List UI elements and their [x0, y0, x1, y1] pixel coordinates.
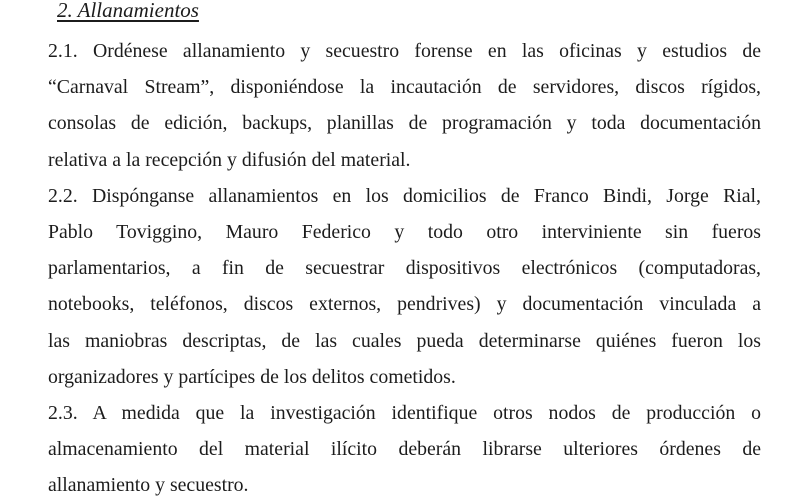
text-line: las maniobras descriptas, de las cuales pueda determinarse quiénes fueron los: [48, 329, 761, 352]
text-line: relativa a la recepción y difusión del material.: [48, 148, 411, 171]
text-line: allanamiento y secuestro.: [48, 474, 249, 497]
paragraph-2-3: [48, 395, 761, 504]
text-line: parlamentarios, a fin de secuestrar dispositivos electrónicos (computadoras,: [48, 257, 761, 280]
text-line: “Carnaval Stream”, disponiéndose la incautación de servidores, discos rígidos,: [48, 76, 761, 99]
text-line: almacenamiento del material ilícito deberán librarse ulteriores órdenes de: [48, 438, 761, 461]
paragraph-2-1: [48, 33, 761, 178]
text-line: organizadores y partícipes de los delitos cometidos.: [48, 365, 456, 388]
text-line: 2.1. Ordénese allanamiento y secuestro forense en las oficinas y estudios de: [48, 40, 761, 62]
section-heading: 2. Allanamientos: [57, 0, 199, 22]
text-line: 2.3. A medida que la investigación identifique otros nodos de producción o: [48, 402, 761, 425]
text-line: Pablo Toviggino, Mauro Federico y todo otro interviniente sin fueros: [48, 221, 761, 244]
text-line: notebooks, teléfonos, discos externos, pendrives) y documentación vinculada a: [48, 293, 761, 316]
text-line: 2.2. Dispónganse allanamientos en los domicilios de Franco Bindi, Jorge Rial,: [48, 184, 761, 207]
document-body: [48, 33, 761, 504]
paragraph-2-2: [48, 178, 761, 395]
text-line: consolas de edición, backups, planillas de programación y toda documentación: [48, 112, 761, 135]
